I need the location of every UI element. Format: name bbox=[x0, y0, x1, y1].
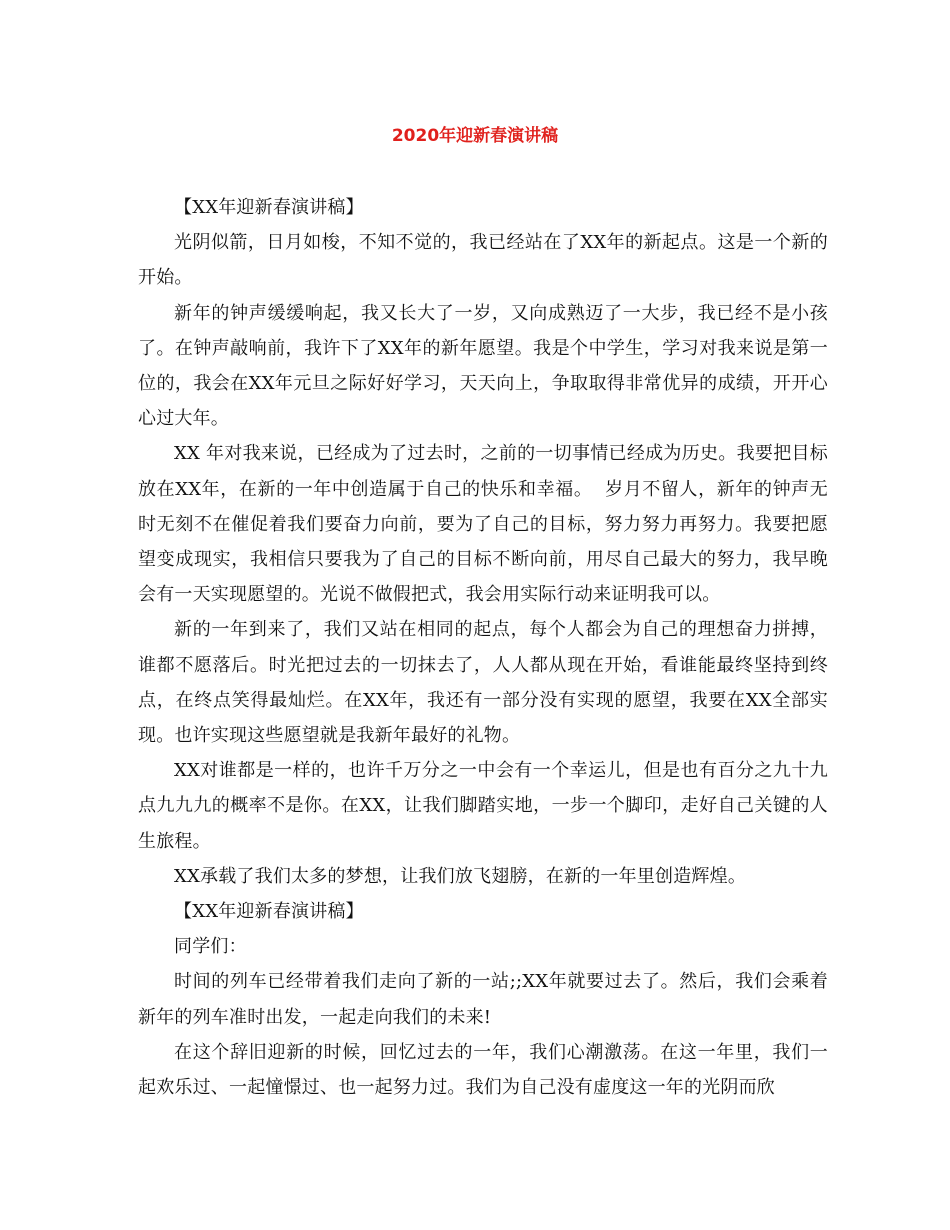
paragraph-5: XX对谁都是一样的，也许千万分之一中会有一个幸运儿，但是也有百分之九十九点九九九的概率不是你。在XX，让我们脚踏实地，一步一个脚印，走好自己关键的人生旅程。 bbox=[138, 760, 828, 852]
heading-bracket-1: 【XX年迎新春演讲稿】 bbox=[174, 197, 364, 218]
paragraph-7: 时间的列车已经带着我们走向了新的一站;;XX年就要过去了。然后，我们会乘着新年的列车准时出发，一起走向我们的未来! bbox=[138, 971, 828, 1028]
document-body bbox=[138, 190, 828, 1105]
paragraph-2: 新年的钟声缓缓响起，我又长大了一岁，又向成熟迈了一大步，我已经不是小孩了。在钟声敲响前，我许下了XX年的新年愿望。我是个中学生，学习对我来说是第一位的，我会在XX年元旦之际好好学习，天天向上，争取取得非常优异的成绩，开开心心过大年。 bbox=[138, 302, 828, 430]
heading-bracket-2: 【XX年迎新春演讲稿】 bbox=[174, 901, 364, 923]
salutation: 同学们： bbox=[174, 936, 247, 958]
document-title: 2020年迎新春演讲稿 bbox=[391, 126, 559, 146]
paragraph-8: 在这个辞旧迎新的时候，回忆过去的一年，我们心潮激荡。在这一年里，我们一起欢乐过、一起憧憬过、也一起努力过。我们为自己没有虚度这一年的光阴而欣 bbox=[138, 1041, 828, 1099]
paragraph-3: XX 年对我来说，已经成为了过去时，之前的一切事情已经成为历史。我要把目标放在XX年，在新的一年中创造属于自己的快乐和幸福。 岁月不留人，新年的钟声无时无刻不在催促着我们要奋力向前，要为了自己的目标，努力努力再努力。我要把愿望变成现实，我相信只要我为了自己的目标不断向前，用尽自己最大的努力，我早晚会有一天实现愿望的。光说不做假把式，我会用实际行动来证明我可以。 bbox=[138, 443, 828, 606]
paragraph-1: 光阴似箭，日月如梭，不知不觉的，我已经站在了XX年的新起点。这是一个新的开始。 bbox=[138, 232, 828, 289]
paragraph-4: 新的一年到来了，我们又站在相同的起点，每个人都会为自己的理想奋力拼搏，谁都不愿落后。时光把过去的一切抹去了，人人都从现在开始，看谁能最终坚持到终点，在终点笑得最灿烂。在XX年，我还有一部分没有实现的愿望，我要在XX全部实现。也许实现这些愿望就是我新年最好的礼物。 bbox=[138, 619, 828, 747]
paragraph-6: XX承载了我们太多的梦想，让我们放飞翅膀，在新的一年里创造辉煌。 bbox=[174, 865, 747, 887]
